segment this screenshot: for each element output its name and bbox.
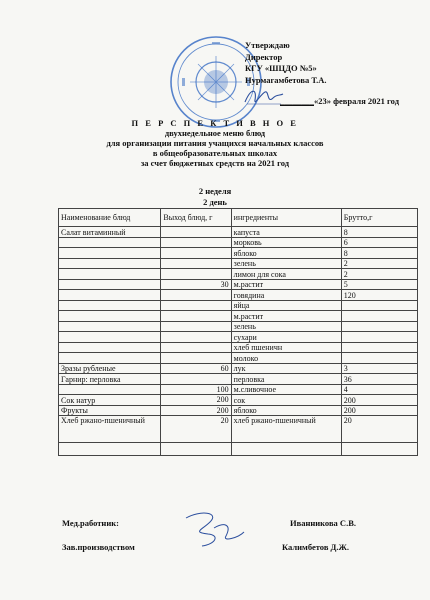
- ingredient-cell: сок: [231, 395, 341, 406]
- dish-name-cell: Зразы рубленые: [59, 363, 161, 374]
- document-subtitle-line: для организации питания учащихся начальных классов: [106, 138, 324, 148]
- ingredient-cell: лимон для сока: [231, 269, 341, 280]
- dish-name-cell: [59, 279, 161, 290]
- dish-name-cell: [59, 332, 161, 343]
- dish-yield-cell: [161, 248, 231, 259]
- column-header: ингредиенты: [231, 209, 341, 227]
- ingredient-cell: лук: [231, 363, 341, 374]
- dish-name-cell: [59, 353, 161, 364]
- dish-yield-cell: [161, 269, 231, 280]
- dish-yield-cell: [161, 353, 231, 364]
- approval-line: Утверждаю: [245, 40, 290, 50]
- dish-yield-cell: [161, 258, 231, 269]
- approval-director-name: Нурмагамбетова Т.А.: [245, 74, 327, 85]
- dish-yield-cell: 30: [161, 279, 231, 290]
- ingredient-cell: зелень: [231, 258, 341, 269]
- gross-weight-cell: 3: [341, 363, 417, 374]
- gross-weight-cell: 200: [341, 395, 417, 406]
- table-row: [59, 405, 418, 416]
- medical-worker-label: Мед.работник:: [62, 518, 119, 528]
- dish-name-cell: [59, 300, 161, 311]
- table-row: [59, 332, 418, 343]
- dish-yield-cell: [161, 300, 231, 311]
- gross-weight-cell: [341, 443, 417, 456]
- dish-name-cell: [59, 237, 161, 248]
- gross-weight-cell: 4: [341, 384, 417, 395]
- dish-name-cell: [59, 384, 161, 395]
- table-row: [59, 311, 418, 322]
- gross-weight-cell: 120: [341, 290, 417, 301]
- table-row: [59, 227, 418, 238]
- ingredient-cell: перловка: [231, 374, 341, 385]
- document-subtitle-line: в общеобразовательных школах: [152, 148, 278, 158]
- dish-yield-cell: 200: [161, 395, 231, 406]
- gross-weight-cell: 6: [341, 237, 417, 248]
- table-row: [59, 258, 418, 269]
- approval-position: Директор: [245, 51, 283, 62]
- dish-name-cell: [59, 258, 161, 269]
- medical-worker-name: Иванникова С.В.: [290, 518, 356, 528]
- document-subtitle: двухнедельное меню блюд: [164, 128, 266, 138]
- gross-weight-cell: [341, 332, 417, 343]
- production-head-name: Калимбетов Д.Ж.: [282, 542, 350, 552]
- ingredient-cell: морковь: [231, 237, 341, 248]
- gross-weight-cell: 2: [341, 258, 417, 269]
- table-row: [59, 384, 418, 395]
- ingredient-cell: говядина: [231, 290, 341, 301]
- day-label: 2 день: [203, 197, 227, 207]
- column-header: Выход блюд, г: [161, 209, 231, 227]
- dish-yield-cell: [161, 332, 231, 343]
- gross-weight-cell: [341, 321, 417, 332]
- column-header: Брутто,г: [341, 209, 417, 227]
- dish-yield-cell: [161, 374, 231, 385]
- table-row: [59, 269, 418, 280]
- approval-organization: КГУ «ШЦДО №5»: [245, 63, 317, 73]
- table-row: [59, 237, 418, 248]
- dish-yield-cell: 20: [161, 416, 231, 443]
- dish-yield-cell: [161, 237, 231, 248]
- ingredient-cell: яйца: [231, 300, 341, 311]
- ingredient-cell: м.сливочное: [231, 384, 341, 395]
- gross-weight-cell: 20: [341, 416, 417, 443]
- ingredient-cell: [231, 443, 341, 456]
- approval-block: [245, 40, 327, 86]
- dish-name-cell: [59, 311, 161, 322]
- ingredient-cell: хлеб ржано-пшеничный: [231, 416, 341, 443]
- document-subtitle-line: за счет бюджетных средств на 2021 год: [140, 158, 290, 168]
- dish-name-cell: Гарнир: перловка: [59, 374, 161, 385]
- ingredient-cell: молоко: [231, 353, 341, 364]
- table-row: [59, 374, 418, 385]
- table-row: [59, 290, 418, 301]
- ingredient-cell: яблоко: [231, 405, 341, 416]
- gross-weight-cell: 2: [341, 269, 417, 280]
- ingredient-cell: м.растит: [231, 279, 341, 290]
- gross-weight-cell: 8: [341, 248, 417, 259]
- gross-weight-cell: [341, 300, 417, 311]
- ingredient-cell: капуста: [231, 227, 341, 238]
- dish-yield-cell: [161, 290, 231, 301]
- table-row: [59, 300, 418, 311]
- director-signature: [243, 84, 285, 110]
- ingredient-cell: м.растит: [231, 311, 341, 322]
- dish-name-cell: [59, 290, 161, 301]
- dish-name-cell: Хлеб ржано-пшеничный: [59, 416, 161, 443]
- dish-yield-cell: 100: [161, 384, 231, 395]
- table-row: [59, 395, 418, 406]
- dish-yield-cell: [161, 342, 231, 353]
- table-header-row: [59, 209, 418, 227]
- dish-name-cell: [59, 269, 161, 280]
- table-row: [59, 279, 418, 290]
- table-row: [59, 342, 418, 353]
- document-title: П Е Р С П Е К Т И В Н О Е: [131, 118, 299, 128]
- gross-weight-cell: [341, 353, 417, 364]
- gross-weight-cell: [341, 311, 417, 322]
- dish-yield-cell: [161, 227, 231, 238]
- gross-weight-cell: 200: [341, 405, 417, 416]
- dish-yield-cell: [161, 311, 231, 322]
- gross-weight-cell: [341, 342, 417, 353]
- ingredient-cell: сухари: [231, 332, 341, 343]
- column-header: Наименование блюд: [59, 209, 161, 227]
- dish-name-cell: [59, 248, 161, 259]
- production-head-label: Зав.производством: [62, 542, 135, 552]
- table-row: [59, 353, 418, 364]
- production-head-signature: [180, 508, 250, 548]
- ingredient-cell: зелень: [231, 321, 341, 332]
- menu-table-body: [59, 227, 418, 456]
- dish-name-cell: Салат витаминный: [59, 227, 161, 238]
- dish-name-cell: [59, 321, 161, 332]
- table-row: [59, 248, 418, 259]
- dish-yield-cell: 60: [161, 363, 231, 374]
- ingredient-cell: хлеб пшеничн: [231, 342, 341, 353]
- gross-weight-cell: 8: [341, 227, 417, 238]
- table-row: [59, 321, 418, 332]
- week-label: 2 неделя: [198, 186, 232, 196]
- approval-date: ________«23» февраля 2021 год: [280, 96, 399, 106]
- dish-name-cell: Фрукты: [59, 405, 161, 416]
- table-row: [59, 416, 418, 443]
- dish-yield-cell: [161, 443, 231, 456]
- dish-yield-cell: [161, 321, 231, 332]
- menu-table: [58, 208, 418, 456]
- dish-name-cell: Сок натур: [59, 395, 161, 406]
- ingredient-cell: яблоко: [231, 248, 341, 259]
- dish-yield-cell: 200: [161, 405, 231, 416]
- dish-name-cell: [59, 443, 161, 456]
- table-row: [59, 363, 418, 374]
- gross-weight-cell: 36: [341, 374, 417, 385]
- gross-weight-cell: 5: [341, 279, 417, 290]
- dish-name-cell: [59, 342, 161, 353]
- table-row: [59, 443, 418, 456]
- approval-date-text: «23» февраля 2021 год: [314, 96, 399, 106]
